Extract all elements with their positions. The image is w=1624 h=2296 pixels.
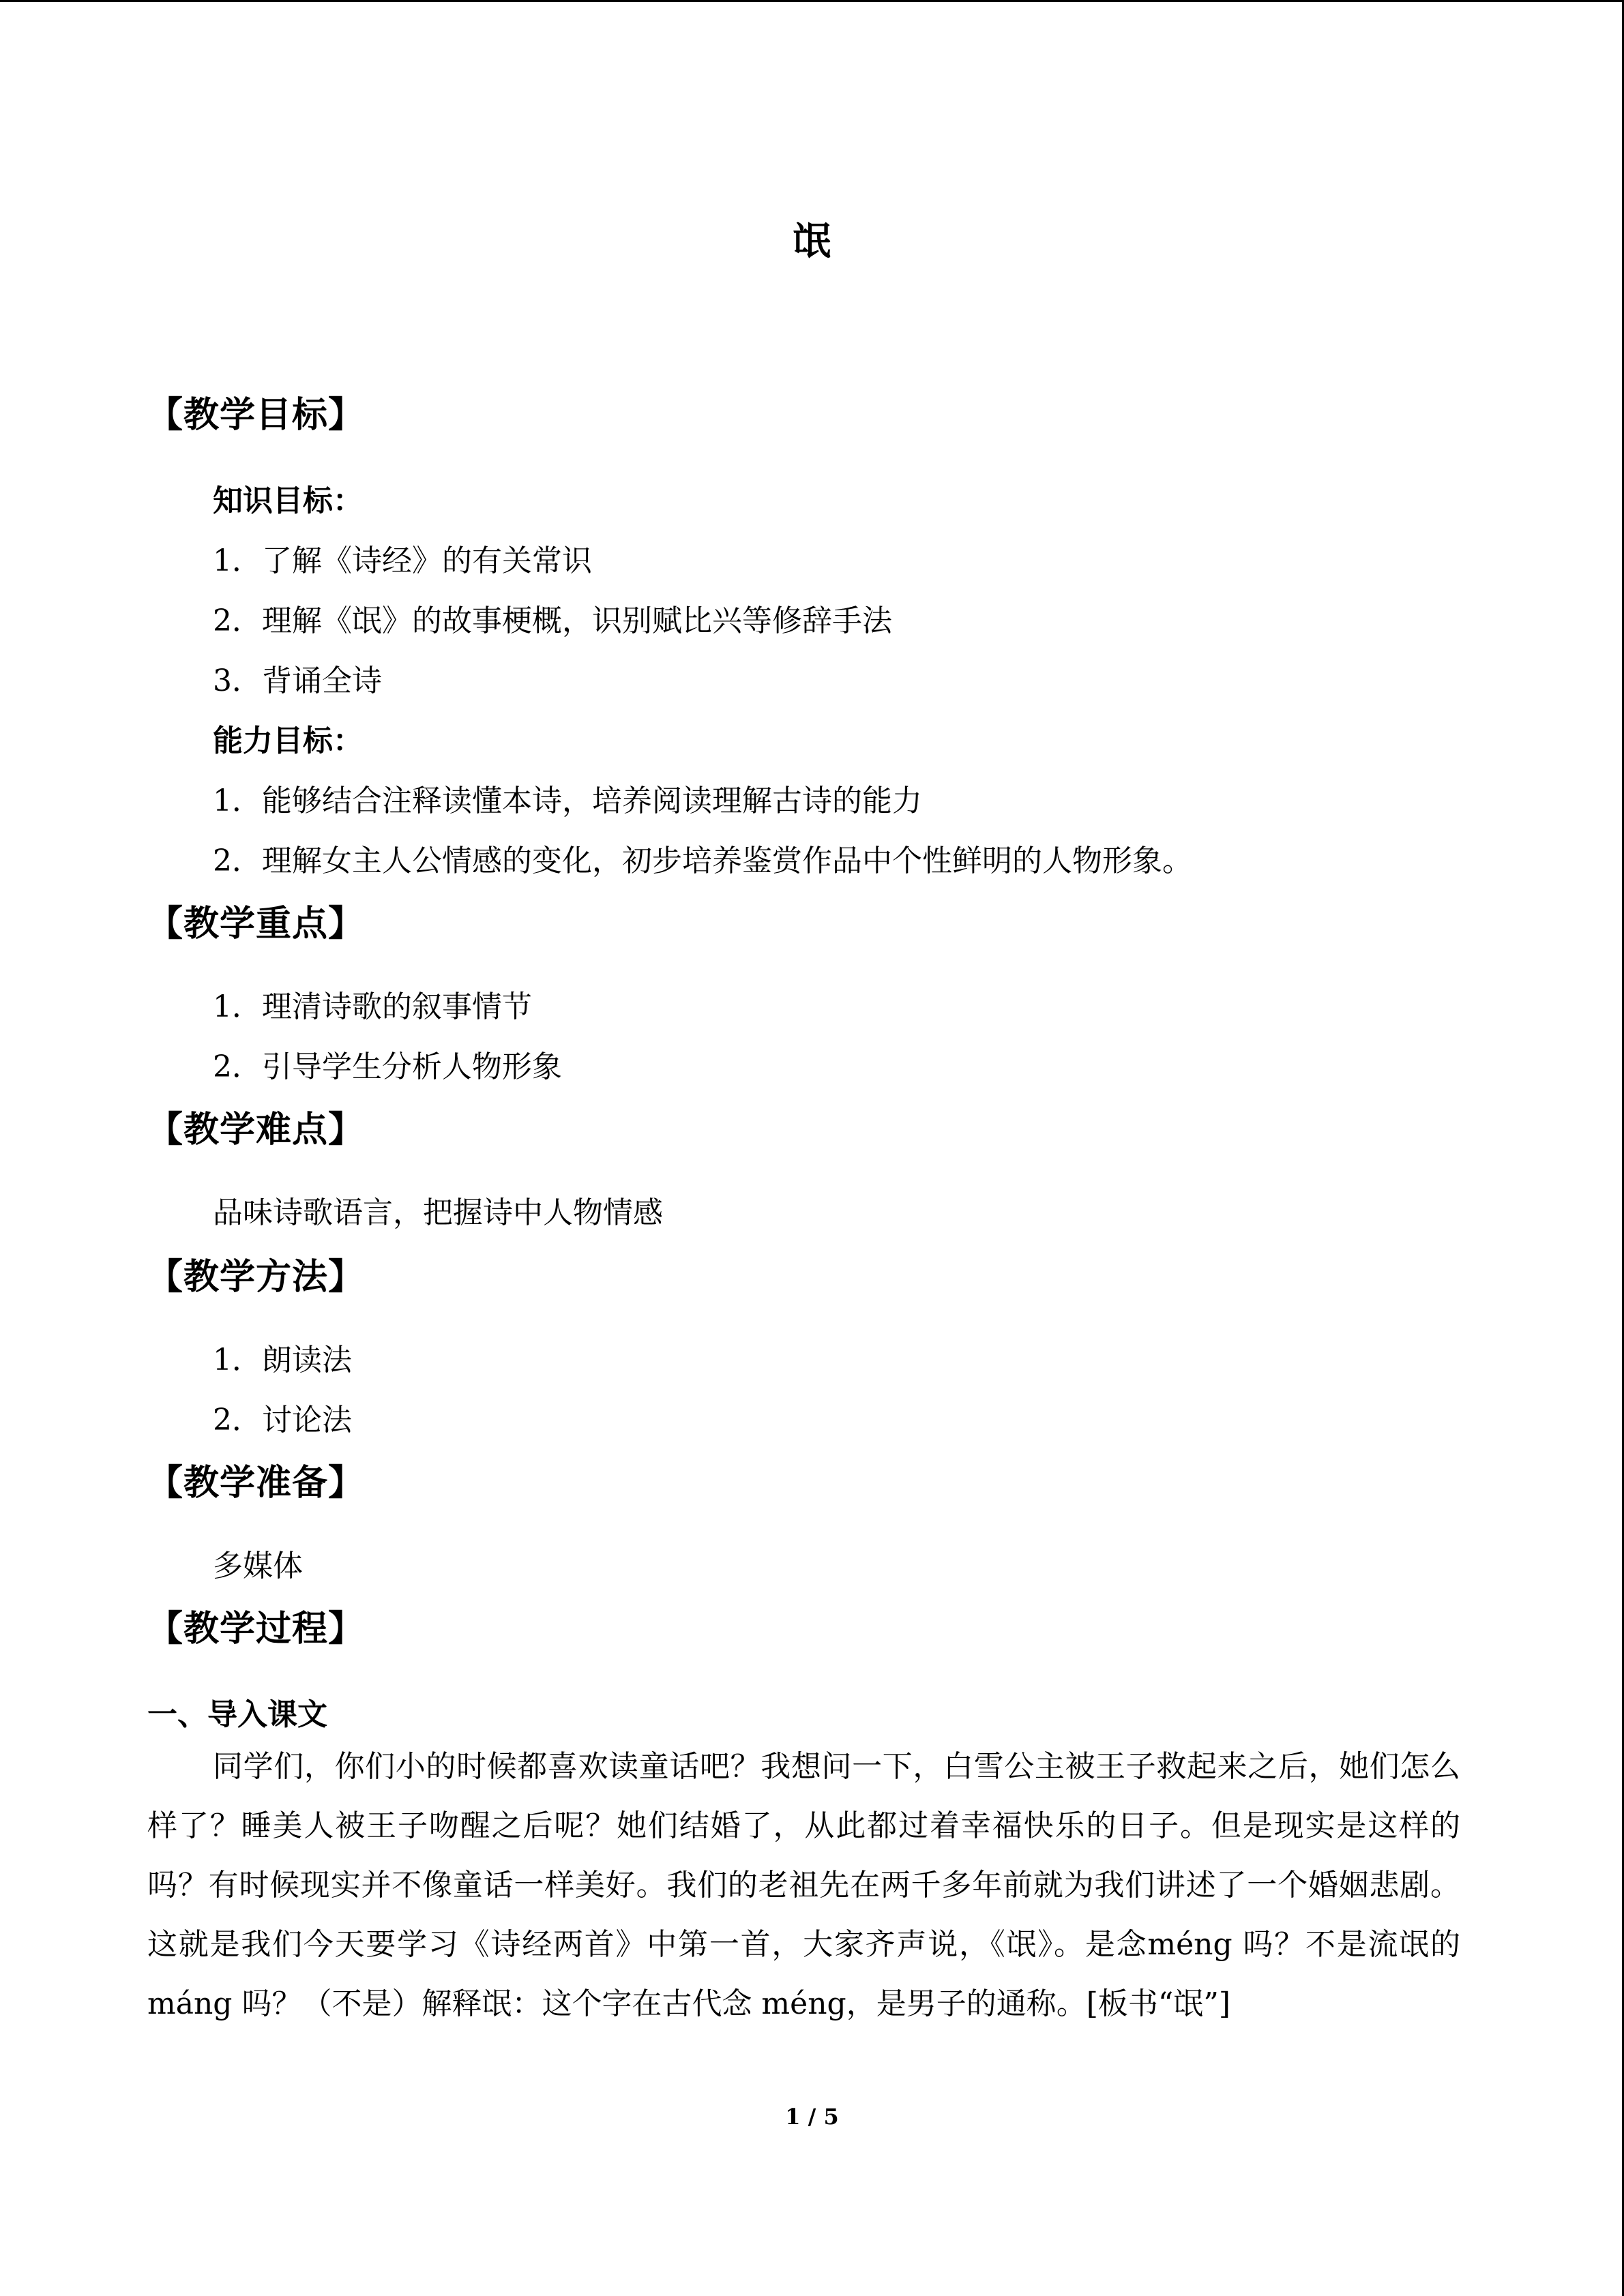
method-item-2: 2．讨论法	[213, 1403, 352, 1437]
method-item-1: 1．朗读法	[213, 1343, 352, 1377]
heading-methods: 【教学方法】	[147, 1256, 365, 1298]
ability-item-1: 1．能够结合注释读懂本诗，培养阅读理解古诗的能力	[213, 784, 922, 818]
ability-item-2: 2．理解女主人公情感的变化，初步培养鉴赏作品中个性鲜明的人物形象。	[213, 844, 1192, 878]
page-border-top	[0, 0, 1624, 2]
heading-objectives: 【教学目标】	[147, 394, 365, 436]
knowledge-objectives-label: 知识目标：	[213, 483, 363, 518]
heading-key-points: 【教学重点】	[147, 903, 365, 944]
difficulties-text: 品味诗歌语言，把握诗中人物情感	[213, 1195, 663, 1230]
preparation-text: 多媒体	[213, 1549, 303, 1583]
ability-objectives-label: 能力目标：	[213, 724, 363, 758]
knowledge-item-3: 3．背诵全诗	[213, 664, 382, 698]
heading-difficulties: 【教学难点】	[147, 1109, 365, 1150]
heading-process: 【教学过程】	[147, 1608, 365, 1650]
key-point-item-2: 2．引导学生分析人物形象	[213, 1049, 562, 1084]
heading-preparation: 【教学准备】	[147, 1462, 365, 1504]
document-title: 氓	[793, 219, 831, 264]
knowledge-item-1: 1．了解《诗经》的有关常识	[213, 543, 592, 578]
knowledge-item-2: 2．理解《氓》的故事梗概，识别赋比兴等修辞手法	[213, 603, 892, 638]
key-point-item-1: 1．理清诗歌的叙事情节	[213, 989, 532, 1024]
process-step-1-paragraph: 同学们，你们小的时候都喜欢读童话吧？我想问一下，白雪公主被王子救起来之后，她们怎么样了？睡美人被王子吻醒之后呢？她们结婚了，从此都过着幸福快乐的日子。但是现实是这样的吗？有时候现实并不像童话一样美好。我们的老祖先在两千多年前就为我们讲述了一个婚姻悲剧。这就是我们今天要学习《诗经两首》中第一首，大家齐声说，《氓》。是念méng 吗？不是流氓的 máng 吗？（不是）解释氓：这个字在古代念 méng，是男子的通称。[板书“氓”]	[147, 1749, 1460, 2021]
process-step-1-title: 一、导入课文	[147, 1697, 327, 1732]
page-number: 1 / 5	[785, 2104, 839, 2130]
